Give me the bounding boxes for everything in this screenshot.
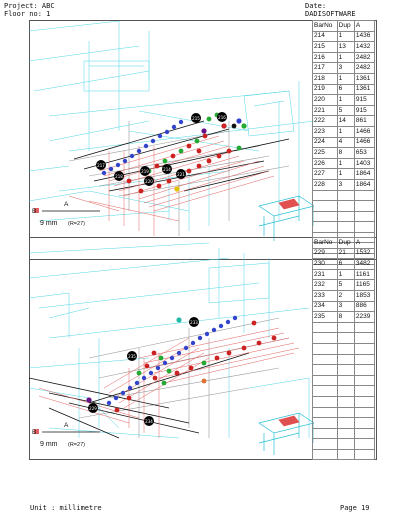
cell-length: 1864 <box>354 169 374 180</box>
cell-barno <box>313 222 338 233</box>
table-row <box>313 201 375 212</box>
cell-dup <box>337 343 354 354</box>
col-barno: BarNo <box>313 21 338 32</box>
cell-barno <box>313 439 338 450</box>
table-row <box>313 211 375 222</box>
table-row <box>313 290 375 301</box>
svg-text:216: 216 <box>218 115 226 120</box>
table-header-row <box>313 238 375 249</box>
cell-dup <box>337 386 354 397</box>
cell-barno: 231 <box>313 269 338 280</box>
cell-dup <box>337 211 354 222</box>
cell-length <box>354 386 374 397</box>
bar-tag <box>189 317 199 327</box>
unit-label: Unit : millimetre <box>30 504 102 512</box>
table-row <box>313 365 375 376</box>
table-row <box>313 301 375 312</box>
cell-barno: 214 <box>313 31 338 42</box>
cell-length: 886 <box>354 301 374 312</box>
svg-text:218: 218 <box>115 174 123 179</box>
cell-barno <box>313 365 338 376</box>
cell-length: 915 <box>354 105 374 116</box>
cell-barno: 221 <box>313 105 338 116</box>
cell-dup: 1 <box>337 52 354 63</box>
cell-dup: 3 <box>337 63 354 74</box>
date-label: Date: <box>305 2 327 10</box>
table-row <box>313 280 375 291</box>
cell-dup <box>337 439 354 450</box>
cell-dup <box>337 354 354 365</box>
bar-shape-diagram <box>30 418 112 456</box>
svg-text:235: 235 <box>128 354 136 359</box>
svg-text:215: 215 <box>192 116 200 121</box>
cell-length: 1853 <box>354 290 374 301</box>
dim-label-b: B <box>32 208 37 215</box>
cell-barno <box>313 190 338 201</box>
table-row <box>313 439 375 450</box>
bend-radius: (R=27) <box>68 442 85 448</box>
cell-dup: 4 <box>337 137 354 148</box>
legend-panel-1 <box>30 197 112 235</box>
table-row <box>313 116 375 127</box>
svg-text:221: 221 <box>177 172 185 177</box>
col-dup: Dup <box>337 238 354 249</box>
cell-length <box>354 418 374 429</box>
bar-diameter: 9 mm <box>40 441 58 448</box>
cell-barno <box>313 333 338 344</box>
floor-number: Floor no: 1 <box>4 10 51 18</box>
cell-barno: 229 <box>313 248 338 259</box>
table-row <box>313 148 375 159</box>
cell-barno: 216 <box>313 52 338 63</box>
bar-tag <box>140 166 150 176</box>
table-row <box>313 169 375 180</box>
cell-dup <box>337 222 354 233</box>
dim-label-a: A <box>64 201 69 208</box>
bar-tag <box>127 351 137 361</box>
table-header-row <box>313 21 375 32</box>
cell-length <box>354 365 374 376</box>
table-row <box>313 137 375 148</box>
cell-barno: 226 <box>313 158 338 169</box>
table-row <box>313 52 375 63</box>
project-name: Project: ABC <box>4 2 55 10</box>
table-row <box>313 418 375 429</box>
bar-diameter: 9 mm <box>40 220 58 227</box>
table-row <box>313 354 375 365</box>
cell-length: 2239 <box>354 312 374 323</box>
cell-length <box>354 449 374 460</box>
cell-barno: 222 <box>313 116 338 127</box>
table-row <box>313 269 375 280</box>
cell-dup <box>337 428 354 439</box>
cell-barno: 217 <box>313 63 338 74</box>
table-row <box>313 386 375 397</box>
cell-dup: 1 <box>337 95 354 106</box>
table-row <box>313 375 375 386</box>
cell-dup <box>337 418 354 429</box>
bar-schedule-table-2 <box>312 237 375 460</box>
cell-length <box>354 375 374 386</box>
cell-dup: 1 <box>337 169 354 180</box>
cell-length: 1532 <box>354 248 374 259</box>
cell-dup: 1 <box>337 269 354 280</box>
cell-dup: 6 <box>337 259 354 270</box>
cell-barno <box>313 449 338 460</box>
bar-tag <box>191 113 201 123</box>
cell-length: 1436 <box>354 31 374 42</box>
table-row <box>313 126 375 137</box>
cell-barno: 234 <box>313 301 338 312</box>
cell-length <box>354 201 374 212</box>
iso-preview <box>259 413 314 455</box>
cell-barno <box>313 407 338 418</box>
svg-text:219: 219 <box>141 169 149 174</box>
cell-length: 1403 <box>354 158 374 169</box>
table-row <box>313 333 375 344</box>
col-dup: Dup <box>337 21 354 32</box>
cell-barno <box>313 396 338 407</box>
cell-barno <box>313 375 338 386</box>
table-row <box>313 95 375 106</box>
cell-barno: 215 <box>313 42 338 53</box>
cell-barno: 235 <box>313 312 338 323</box>
cell-length <box>354 343 374 354</box>
legend-panel-2 <box>30 418 112 456</box>
cell-dup <box>337 322 354 333</box>
svg-text:229: 229 <box>89 406 97 411</box>
table-row <box>313 222 375 233</box>
bar-schedule-table-1 <box>312 20 375 265</box>
cell-dup: 5 <box>337 280 354 291</box>
cell-barno: 232 <box>313 280 338 291</box>
svg-text:233: 233 <box>190 320 198 325</box>
cell-length <box>354 322 374 333</box>
cell-length: 915 <box>354 95 374 106</box>
cell-length <box>354 222 374 233</box>
cell-barno <box>313 354 338 365</box>
cell-dup: 1 <box>337 31 354 42</box>
table-row <box>313 259 375 270</box>
cell-length: 1361 <box>354 84 374 95</box>
cell-dup <box>337 375 354 386</box>
cell-dup: 3 <box>337 301 354 312</box>
cell-dup <box>337 365 354 376</box>
cell-dup: 1 <box>337 126 354 137</box>
cell-barno: 227 <box>313 169 338 180</box>
bar-tag <box>144 176 154 186</box>
bar-shape-diagram <box>30 197 112 235</box>
cell-length: 1466 <box>354 137 374 148</box>
cell-barno: 220 <box>313 95 338 106</box>
cell-dup: 8 <box>337 148 354 159</box>
svg-text:234: 234 <box>145 419 153 424</box>
cell-barno: 218 <box>313 73 338 84</box>
cell-barno <box>313 418 338 429</box>
table-row <box>313 312 375 323</box>
table-row <box>313 42 375 53</box>
table-row <box>313 84 375 95</box>
cell-length <box>354 407 374 418</box>
cell-dup: 21 <box>337 248 354 259</box>
cell-length: 2482 <box>354 63 374 74</box>
table-row <box>313 31 375 42</box>
cell-dup: 6 <box>337 84 354 95</box>
cell-barno: 228 <box>313 179 338 190</box>
bar-tag <box>162 164 172 174</box>
cell-barno: 223 <box>313 126 338 137</box>
table-row <box>313 73 375 84</box>
table-row <box>313 190 375 201</box>
cell-dup <box>337 190 354 201</box>
cell-dup <box>337 201 354 212</box>
cell-barno: 225 <box>313 148 338 159</box>
cell-barno <box>313 201 338 212</box>
svg-text:220: 220 <box>145 179 153 184</box>
cell-length <box>354 211 374 222</box>
cell-length: 861 <box>354 116 374 127</box>
col-barno: BarNo <box>313 238 338 249</box>
cell-dup <box>337 407 354 418</box>
software-name: DADISOFTWARE <box>305 10 356 18</box>
cell-barno <box>313 211 338 222</box>
cell-length <box>354 396 374 407</box>
cell-barno <box>313 343 338 354</box>
table-row <box>313 63 375 74</box>
dim-label-b: B <box>32 429 37 436</box>
cell-dup: 13 <box>337 42 354 53</box>
cell-length: 1165 <box>354 280 374 291</box>
page-number: Page 19 <box>340 504 370 512</box>
cell-length <box>354 333 374 344</box>
table-row <box>313 179 375 190</box>
cell-barno <box>313 322 338 333</box>
cell-dup: 3 <box>337 179 354 190</box>
table-row <box>313 343 375 354</box>
cell-dup <box>337 333 354 344</box>
bar-tag <box>176 169 186 179</box>
col-length: A <box>354 238 374 249</box>
cell-dup: 1 <box>337 73 354 84</box>
cell-barno <box>313 428 338 439</box>
cell-dup: 5 <box>337 105 354 116</box>
svg-text:214: 214 <box>163 167 171 172</box>
cell-length <box>354 439 374 450</box>
bend-radius: (R=27) <box>68 221 85 227</box>
cell-dup: 2 <box>337 290 354 301</box>
table-row <box>313 449 375 460</box>
svg-text:217: 217 <box>97 163 105 168</box>
table-row <box>313 428 375 439</box>
table-row <box>313 105 375 116</box>
cell-length: 2482 <box>354 52 374 63</box>
cell-dup <box>337 449 354 460</box>
dim-label-a: A <box>64 422 69 429</box>
cell-length <box>354 190 374 201</box>
cell-barno: 219 <box>313 84 338 95</box>
table-row <box>313 396 375 407</box>
cell-barno: 233 <box>313 290 338 301</box>
bar-tag <box>96 160 106 170</box>
cell-length: 1432 <box>354 42 374 53</box>
cell-length <box>354 354 374 365</box>
table-row <box>313 322 375 333</box>
cell-length: 1361 <box>354 73 374 84</box>
cell-dup: 14 <box>337 116 354 127</box>
col-length: A <box>354 21 374 32</box>
cell-length: 3482 <box>354 259 374 270</box>
cell-barno <box>313 386 338 397</box>
cell-length: 1864 <box>354 179 374 190</box>
iso-preview <box>259 196 314 241</box>
bar-tag <box>144 416 154 426</box>
cell-dup <box>337 396 354 407</box>
bar-tag <box>88 403 98 413</box>
bar-tag <box>217 112 227 122</box>
cell-barno: 224 <box>313 137 338 148</box>
cell-dup: 8 <box>337 312 354 323</box>
cell-length <box>354 428 374 439</box>
bar-tag <box>114 171 124 181</box>
table-row <box>313 407 375 418</box>
cell-length: 1161 <box>354 269 374 280</box>
table-row <box>313 158 375 169</box>
table-row <box>313 248 375 259</box>
cell-length: 1466 <box>354 126 374 137</box>
cell-barno: 230 <box>313 259 338 270</box>
cell-dup: 1 <box>337 158 354 169</box>
cell-length: 653 <box>354 148 374 159</box>
